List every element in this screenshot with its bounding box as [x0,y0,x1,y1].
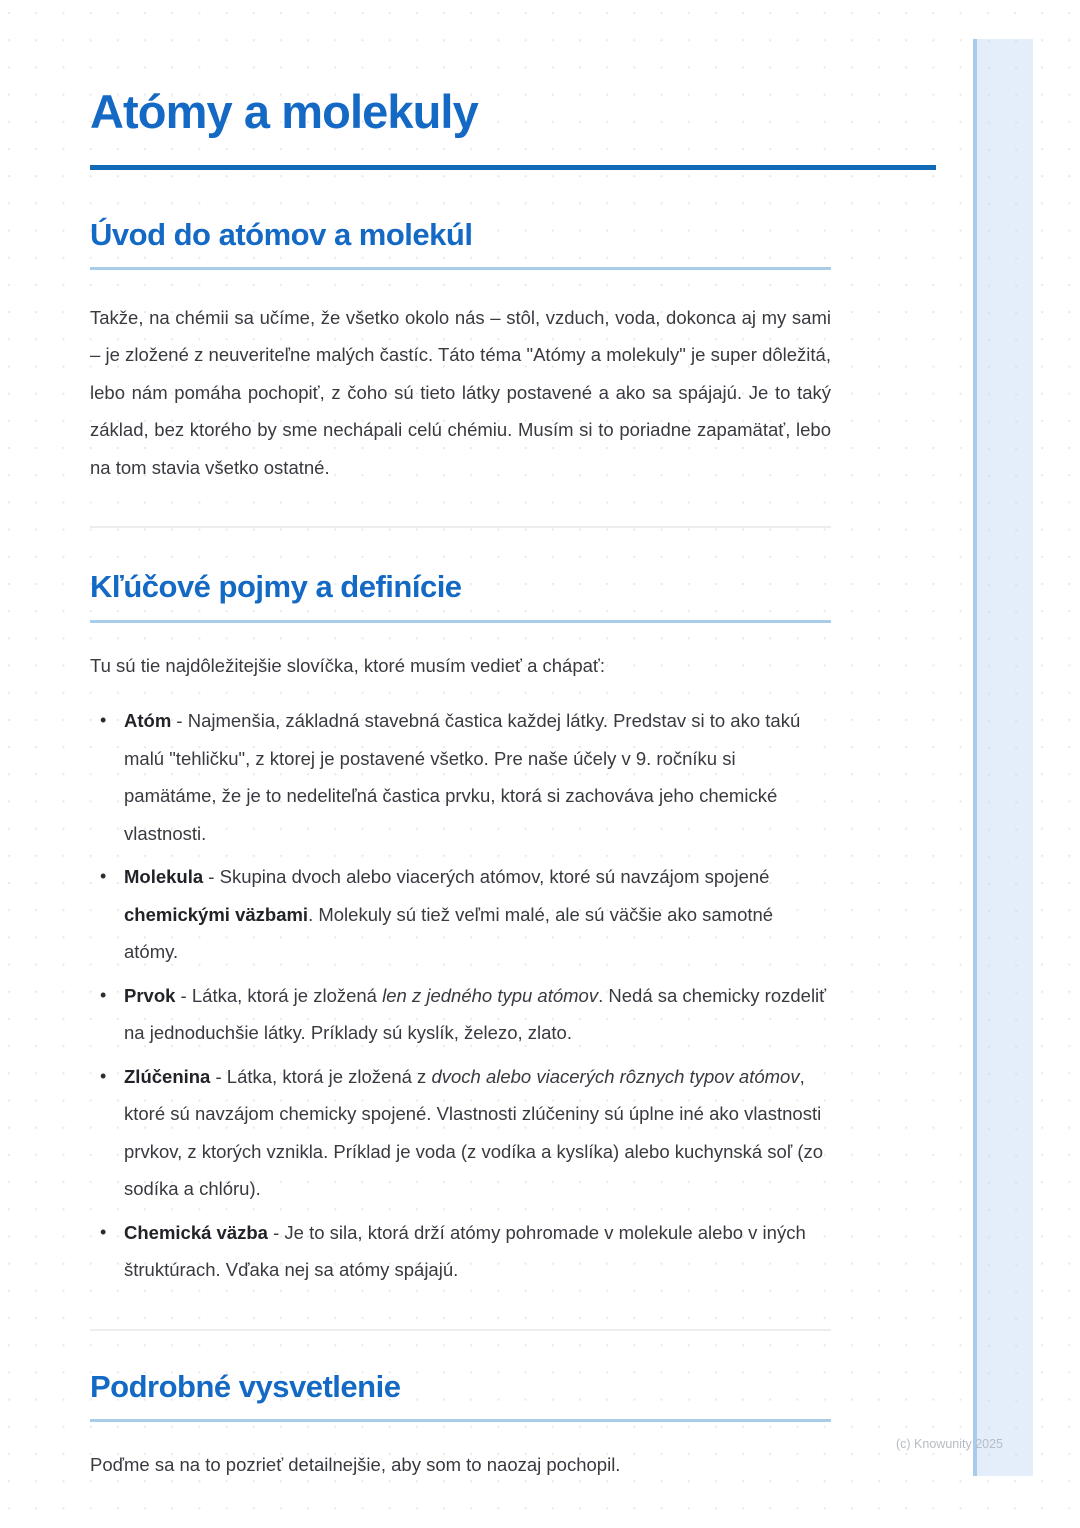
term-definition-fragment: dvoch alebo viacerých rôznych typov atómov [431,1065,800,1087]
paragraph-detailed-explanation: Poďme sa na to pozrieť detailnejšie, aby som to naozaj pochopil. [90,1454,621,1476]
document-content [90,0,936,1484]
term-definition-fragment: chemickými väzbami [124,903,309,925]
term-definition-fragment: len z jedného typu atómov [382,984,599,1006]
term-definition-fragment: - Látka, ktorá je zložená [175,984,383,1006]
paragraph-key-terms-lead: Tu sú tie najdôležitejšie slovíčka, ktoré musím vedieť a chápať: [90,654,605,676]
bullet-icon: • [100,710,107,731]
section-intro [90,170,936,529]
list-item [90,1058,831,1208]
page-title: Atómy a molekuly [90,85,478,138]
section-heading-detailed-explanation: Podrobné vysvetlenie [90,1368,401,1404]
term-definition-fragment: . Molekuly sú tiež veľmi malé, ale sú väčšie ako samotné atómy. [124,903,774,963]
section-key-terms [90,528,936,1330]
key-terms-list [90,702,831,1289]
term-definition-fragment: . Nedá sa chemicky rozdeliť na jednoduchšie látky. Príklady sú kyslík, železo, zlato. [124,984,827,1044]
term-definition-fragment: - Je to sila, ktorá drží atómy pohromade v molekule alebo v iných štruktúrach. Vďaka nej sa atómy spájajú. [124,1221,806,1281]
term-label: Zlúčenina [124,1065,211,1087]
section-heading-divider [90,267,831,270]
term-label: Molekula [124,866,204,888]
term-definition-fragment: , ktoré sú navzájom chemicky spojené. Vlastnosti zlúčeniny sú úplne iné ako vlastnosti prvkov, z ktorých vznikla. Príklad je voda (z vodíka a kyslíka) alebo kuchynská soľ (zo sodíka a chlóru). [124,1065,824,1200]
term-definition-fragment: - Látka, ktorá je zložená z [210,1065,432,1087]
copyright-watermark: (c) Knowunity 2025 [896,1437,1004,1451]
section-heading-key-terms: Kľúčové pojmy a definície [90,569,462,605]
list-item [90,977,831,1052]
term-definition-fragment: - Skupina dvoch alebo viacerých atómov, ktoré sú navzájom spojené [203,866,770,888]
term-definition-fragment: - Najmenšia, základná stavebná častica každej látky. Predstav si to ako takú malú "tehličku", z ktorej je postavené všetko. Pre naše účely v 9. ročníku si pamätáme, že je to nedeliteľná častica prvku, ktorá si zachováva jeho chemické vlastnosti. [124,710,801,844]
bullet-icon: • [100,984,107,1005]
bullet-icon: • [100,866,107,887]
section-heading-divider [90,620,831,623]
list-item [90,1214,831,1289]
term-label: Chemická väzba [124,1221,268,1243]
bullet-icon: • [100,1221,107,1242]
list-item [90,702,831,852]
paragraph-intro: Takže, na chémii sa učíme, že všetko okolo nás – stôl, vzduch, voda, dokonca aj my sami – je zložené z neuveriteľne malých častíc. Táto téma "Atómy a molekuly" je super dôležitá, lebo nám pomáha pochopiť, z čoho sú tieto látky postavené a ako sa spájajú. Je to taký základ, bez ktorého by sme nechápali celú chémiu. Musím si to poriadne zapamätať, lebo na tom stavia všetko ostatné. [90,306,831,478]
term-label: Prvok [124,984,176,1006]
decorative-sidebar-strip [973,39,1033,1476]
section-heading-intro: Úvod do atómov a molekúl [90,216,473,252]
bullet-icon: • [100,1065,107,1086]
list-item [90,858,831,971]
section-heading-divider [90,1419,831,1422]
section-detailed-explanation [90,1331,936,1484]
term-label: Atóm [124,710,172,732]
